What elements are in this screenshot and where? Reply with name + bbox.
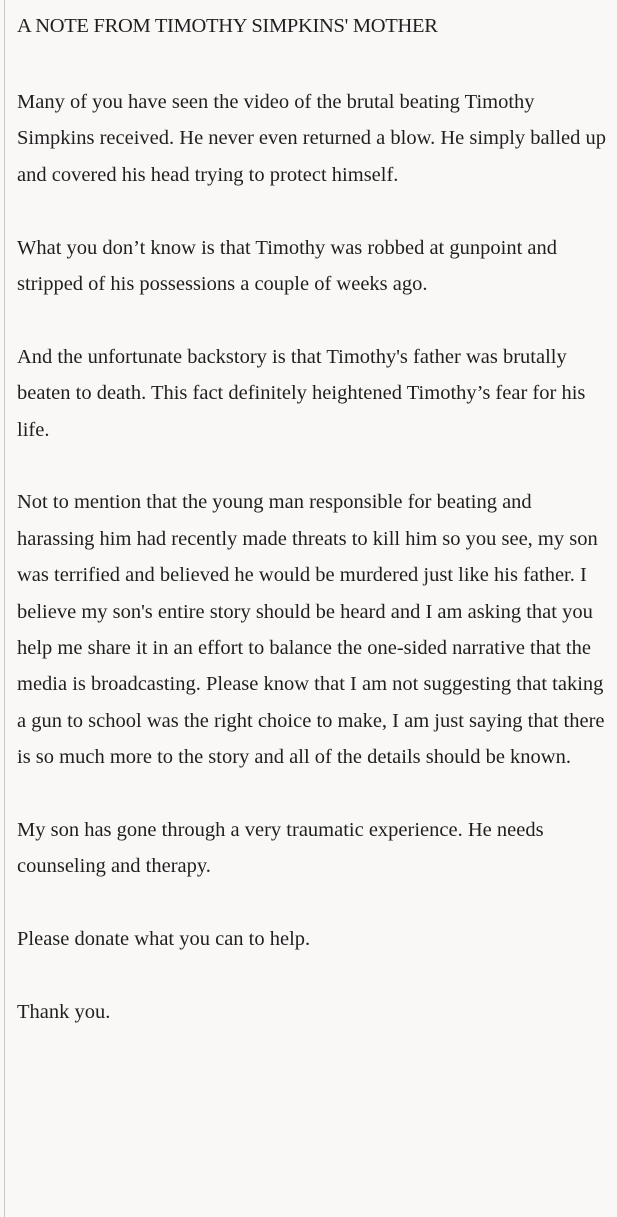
note-content [17,12,607,1030]
note-title: A NOTE FROM TIMOTHY SIMPKINS' MOTHER [17,15,438,37]
paragraph-thank-you: Thank you. [17,1001,111,1024]
paragraph-backstory: And the unfortunate backstory is that Timothy's father was brutally beaten to death. This fact definitely heightened Timothy’s fear for his life. [17,345,586,441]
paragraph-robbed: What you don’t know is that Timothy was robbed at gunpoint and stripped of his possessions a couple of weeks ago. [17,236,557,296]
left-border-line [4,0,5,1217]
paragraph-video-beating: Many of you have seen the video of the brutal beating Timothy Simpkins received. He never even returned a blow. He simply balled up and covered his head trying to protect himself. [17,91,607,186]
spacer [17,40,607,84]
spacer [17,885,607,921]
paragraph-threats: Not to mention that the young man responsible for beating and harassing him had recently made threats to kill him so you see, my son was terrified and believed he would be murdered just like his father. I believe my son's entire story should be heard and I am asking that you help me share it in an effort to balance the one-sided narrative that the media is broadcasting. Please know that I am not suggesting that taking a gun to school was the right choice to make, I am just saying that there is so much more to the story and all of the details should be known. [17,491,605,769]
spacer [17,302,607,338]
spacer [17,448,607,484]
spacer [17,193,607,229]
spacer [17,958,607,994]
paragraph-donate: Please donate what you can to help. [17,928,311,951]
paragraph-traumatic: My son has gone through a very traumatic experience. He needs counseling and therapy. [17,819,544,878]
spacer [17,776,607,812]
